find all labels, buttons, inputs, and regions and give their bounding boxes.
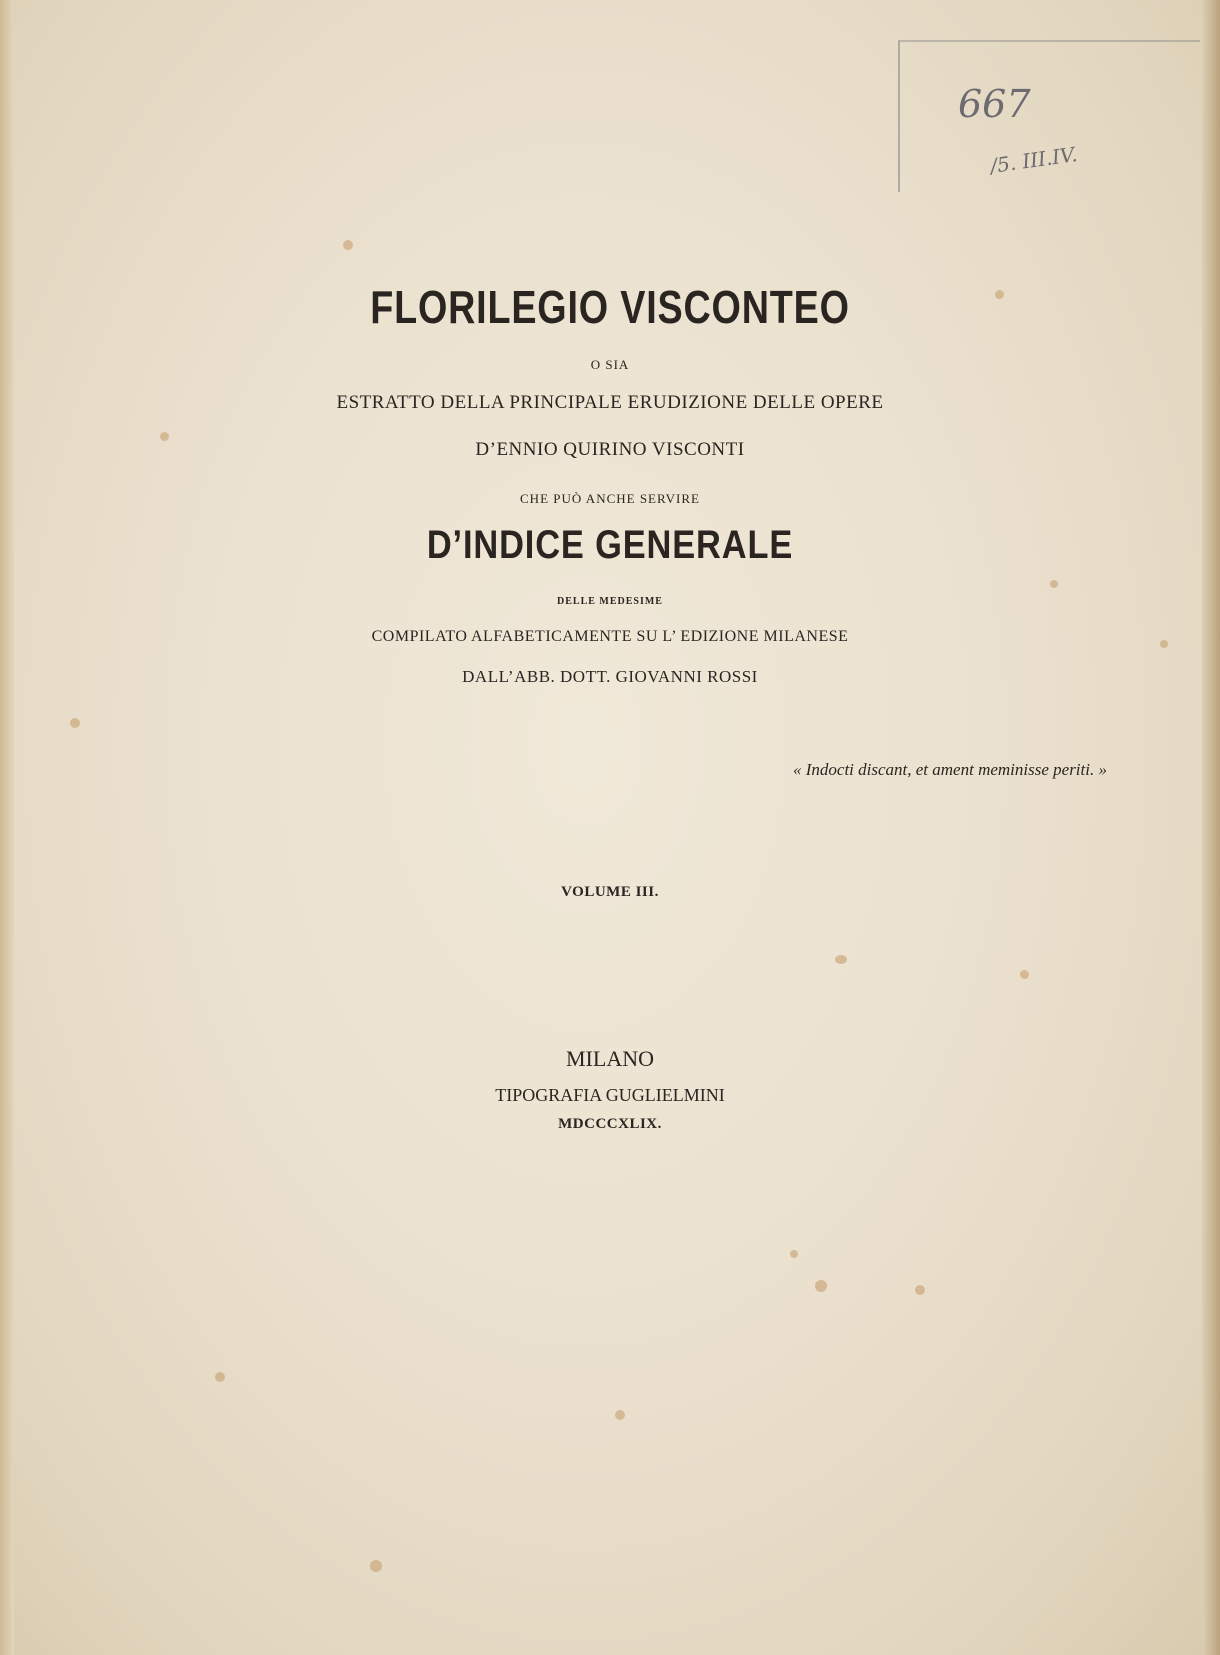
year: MDCCCXLIX. bbox=[558, 1116, 662, 1132]
page-right-edge bbox=[1202, 0, 1220, 1655]
foxing-spot bbox=[1050, 580, 1058, 588]
author-line: DALL’ABB. DOTT. GIOVANNI ROSSI bbox=[462, 667, 758, 686]
foxing-spot bbox=[915, 1285, 925, 1295]
shelfmark-sub: /5. III.IV. bbox=[988, 142, 1079, 178]
subtitle-line-3: CHE PUÒ ANCHE SERVIRE bbox=[520, 491, 700, 506]
foxing-spot bbox=[70, 718, 80, 728]
printer: TIPOGRAFIA GUGLIELMINI bbox=[495, 1085, 725, 1105]
motto: « Indocti discant, et ament meminisse periti. » bbox=[793, 760, 1107, 779]
subtitle-line-2: D’ENNIO QUIRINO VISCONTI bbox=[475, 439, 745, 460]
city: MILANO bbox=[566, 1046, 654, 1071]
foxing-spot bbox=[815, 1280, 827, 1292]
delle-medesime: DELLE MEDESIME bbox=[557, 596, 663, 607]
shelfmark-number: 667 bbox=[958, 82, 1031, 126]
foxing-spot bbox=[343, 240, 353, 250]
index-title: D’INDICE GENERALE bbox=[426, 523, 794, 567]
foxing-spot bbox=[615, 1410, 625, 1420]
foxing-spot bbox=[215, 1372, 225, 1382]
foxing-spot bbox=[1020, 970, 1029, 979]
foxing-spot bbox=[370, 1560, 382, 1572]
compiled-line: COMPILATO ALFABETICAMENTE SU L’ EDIZIONE MILANESE bbox=[371, 628, 849, 645]
page-title: FLORILEGIO VISCONTEO bbox=[370, 281, 850, 333]
foxing-spot bbox=[835, 955, 847, 964]
o-sia: O SIA bbox=[590, 357, 630, 372]
volume: VOLUME III. bbox=[561, 884, 659, 900]
subtitle-line-1: ESTRATTO DELLA PRINCIPALE ERUDIZIONE DELLE OPERE bbox=[336, 392, 884, 413]
page-left-edge bbox=[0, 0, 14, 1655]
foxing-spot bbox=[790, 1250, 798, 1258]
